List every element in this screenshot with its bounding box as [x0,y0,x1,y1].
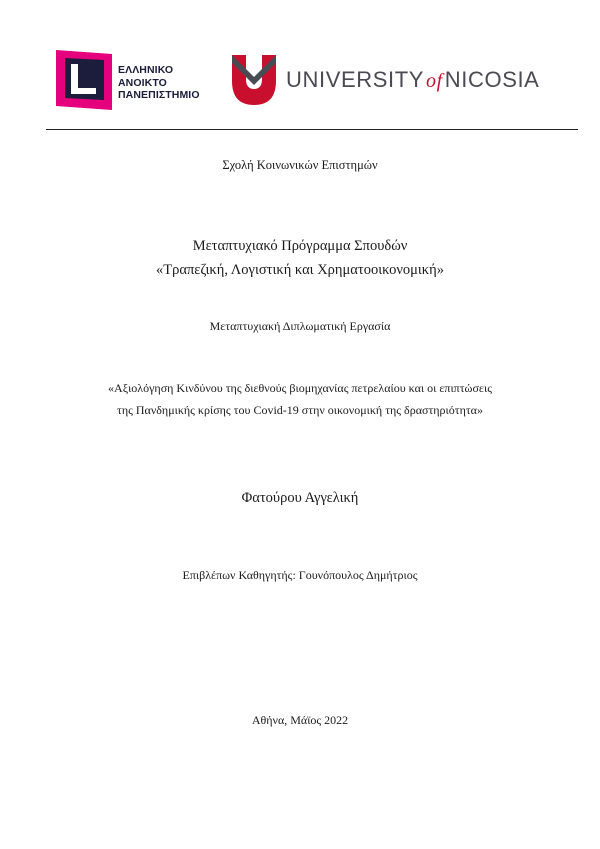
hellenic-open-university-logo [56,50,216,110]
school-name: Σχολή Κοινωνικών Επιστημών [222,158,378,172]
thesis-type: Μεταπτυχιακή Διπλωματική Εργασία [209,319,391,333]
university-of-nicosia-logo [232,55,552,107]
eap-logo-line: ΕΛΛΗΝΙΚΟ [118,64,174,76]
eap-logo-line: ΠΑΝΕΠΙΣΤΗΜΙΟ [118,89,200,101]
thesis-title-line: της Πανδημικής κρίσης του Covid-19 στην οικονομική της δραστηριότητα» [117,403,483,417]
place-date: Αθήνα, Μάϊος 2022 [251,713,349,727]
unic-wordmark [286,67,539,94]
thesis-title-line: «Αξιολόγηση Κινδύνου της διεθνούς βιομηχανίας πετρελαίου και οι επιπτώσεις [108,381,492,395]
unic-word-of: of [426,70,443,92]
unic-shield-icon [232,55,276,105]
program-title [0,234,600,282]
eap-logo-text [118,64,200,102]
program-title-line: «Τραπεζική, Λογιστική και Χρηματοοικονομική» [156,262,444,278]
author-name: Φατούρου Αγγελική [241,490,359,506]
eap-logo-mark-icon [56,50,112,110]
unic-word-university: UNIVERSITY [286,67,425,92]
header-separator [46,129,578,130]
program-title-line: Μεταπτυχιακό Πρόγραμμα Σπουδών [192,238,408,254]
unic-word-nicosia: NICOSIA [444,67,540,92]
eap-logo-line: ΑΝΟΙΚΤΟ [118,76,167,89]
supervisor: Επιβλέπων Καθηγητής: Γουνόπουλος Δημήτριος [182,568,418,582]
thesis-title [0,377,600,421]
